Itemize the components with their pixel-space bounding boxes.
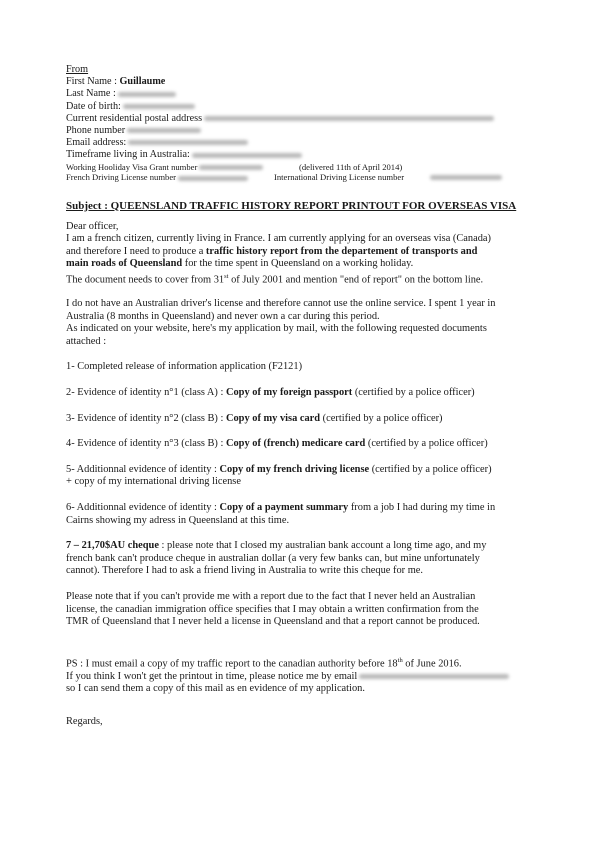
p3-line-b: license, the canadian immigration office specifies that I may obtain a written confirmation from the	[66, 603, 479, 615]
dob-label: Date of birth:	[66, 100, 121, 112]
visa-row	[66, 162, 556, 173]
p2-line-a: I do not have an Australian driver's license and therefore cannot use the online service. I spent 1 year in	[66, 298, 496, 310]
p2-line-b: Australia (8 months in Queensland) and never own a car during this period.	[66, 310, 380, 322]
p1-b-text: and therefore I need to produce a	[66, 245, 206, 257]
last-name-label: Last Name :	[66, 88, 116, 100]
address-row	[66, 113, 556, 125]
list-item-5-line2: + copy of my international driving license	[66, 476, 241, 488]
ps-line-b	[66, 671, 556, 684]
dob-row	[66, 101, 556, 113]
email-row	[66, 137, 556, 149]
french-license-label: French Driving License number	[66, 172, 177, 183]
letter-body	[66, 221, 556, 729]
sender-header	[66, 64, 556, 183]
closing: Regards,	[66, 716, 103, 727]
p3-line-c: TMR of Queensland that I never held a license in Queensland and that a report cannot be produced.	[66, 616, 480, 628]
p1-d-text: The document needs to cover from 31	[66, 274, 225, 286]
item5-post: (certified by a police officer)	[369, 463, 492, 475]
redacted-phone	[127, 128, 201, 133]
item4-post: (certified by a police officer)	[365, 438, 488, 450]
list-item-6	[66, 502, 556, 515]
p1-line-c	[66, 258, 556, 271]
timeframe-row	[66, 149, 556, 161]
first-name-label: First Name :	[66, 76, 120, 88]
list-item-5	[66, 464, 556, 477]
from-label: From	[66, 64, 89, 75]
visa-delivered: (delivered 11th of April 2014)	[299, 161, 403, 172]
redacted-email	[128, 140, 248, 145]
redacted-ps-email	[359, 674, 509, 679]
item2-post: (certified by a police officer)	[352, 387, 475, 399]
item7-bold: 7 – 21,70$AU cheque	[66, 540, 159, 552]
ps-line-a	[66, 655, 556, 671]
item4-text: 4- Evidence of identity n°3 (class B) :	[66, 438, 226, 450]
ps-a-text: PS : I must email a copy of my traffic report to the canadian authority before 18	[66, 658, 398, 670]
redacted-intl-license	[430, 175, 502, 180]
p3-line-a: Please note that if you can't provide me with a report due to the fact that I never held an Australian	[66, 590, 476, 602]
list-item-6-line2: Cairns showing my adress in Queensland at this time.	[66, 514, 290, 526]
item6-bold: Copy of a payment summary	[219, 502, 349, 513]
item4-bold: Copy of (french) medicare card	[225, 438, 366, 450]
list-item-2	[66, 387, 556, 400]
item3-bold: Copy of my visa card	[225, 412, 321, 424]
first-name-value: Guillaume	[119, 76, 166, 88]
p1-line-b	[66, 246, 556, 259]
list-item-7	[66, 540, 556, 553]
item2-bold: Copy of my foreign passport	[225, 387, 353, 399]
p1-d-post: of July 2001 and mention "end of report" on the bottom line.	[228, 274, 484, 286]
last-name-row	[66, 88, 556, 100]
redacted-address	[204, 116, 494, 121]
greeting: Dear officer,	[66, 220, 119, 232]
redacted-dob	[123, 104, 195, 109]
item5-bold: Copy of my french driving license	[219, 463, 370, 475]
item6-post: from a job I had during my time in	[348, 502, 496, 513]
redacted-visa	[199, 165, 263, 170]
item3-text: 3- Evidence of identity n°2 (class B) :	[66, 412, 226, 424]
item7-post: : please note that I closed my australian bank account a long time ago, and my	[158, 540, 487, 552]
p1-line-a: I am a french citizen, currently living in France. I am currently applying for an overseas visa (Canada)	[66, 233, 491, 245]
timeframe-label: Timeframe living in Australia:	[66, 149, 190, 161]
ps-line-c: so I can send them a copy of this mail as en evidence of my application.	[66, 683, 365, 695]
p2-line-d: attached :	[66, 335, 107, 347]
list-item-7-line3: cannot). Therefore I had to ask a friend living in Australia to write this cheque for me.	[66, 565, 424, 577]
redacted-timeframe	[192, 153, 302, 158]
ps-b-text: If you think I won't get the printout in time, please notice me by email	[66, 670, 358, 682]
list-item-1: 1- Completed release of information application (F2121)	[66, 361, 303, 373]
address-label: Current residential postal address	[66, 112, 203, 124]
phone-label: Phone number	[66, 125, 126, 137]
intl-license-label: International Driving License number	[274, 172, 405, 183]
redacted-last-name	[118, 92, 176, 97]
visa-label: Working Hooliday Visa Grant number	[66, 161, 198, 172]
redacted-french-license	[178, 176, 248, 181]
item3-post: (certified by a police officer)	[320, 412, 443, 424]
subject-line: Subject : QUEENSLAND TRAFFIC HISTORY REPORT PRINTOUT FOR OVERSEAS VISA	[66, 199, 517, 212]
item6-text: 6- Additionnal evidence of identity :	[66, 502, 220, 513]
p1-c-text: for the time spent in Queensland on a working holiday.	[182, 258, 414, 270]
p1-b-bold: traffic history report from the departement of transports and	[205, 245, 478, 257]
p1-line-d	[66, 271, 556, 287]
phone-row	[66, 125, 556, 137]
ps-a-post: of June 2016.	[402, 658, 462, 670]
license-row	[66, 172, 556, 183]
list-item-3	[66, 413, 556, 426]
ps-a-sup: th	[397, 656, 403, 664]
list-item-4	[66, 438, 556, 451]
p1-d-sup: st	[224, 273, 229, 280]
list-item-7-line2: french bank can't produce cheque in australian dollar (a very few banks can, but mine unfortunately	[66, 552, 480, 564]
p2-line-c: As indicated on your website, here's my application by mail, with the following requested documents	[66, 323, 487, 335]
item2-text: 2- Evidence of identity n°1 (class A) :	[66, 387, 226, 399]
item5-text: 5- Additionnal evidence of identity :	[66, 463, 220, 475]
p1-c-bold: main roads of Queensland	[66, 258, 183, 270]
first-name-row	[66, 76, 556, 88]
email-label: Email address:	[66, 137, 127, 149]
